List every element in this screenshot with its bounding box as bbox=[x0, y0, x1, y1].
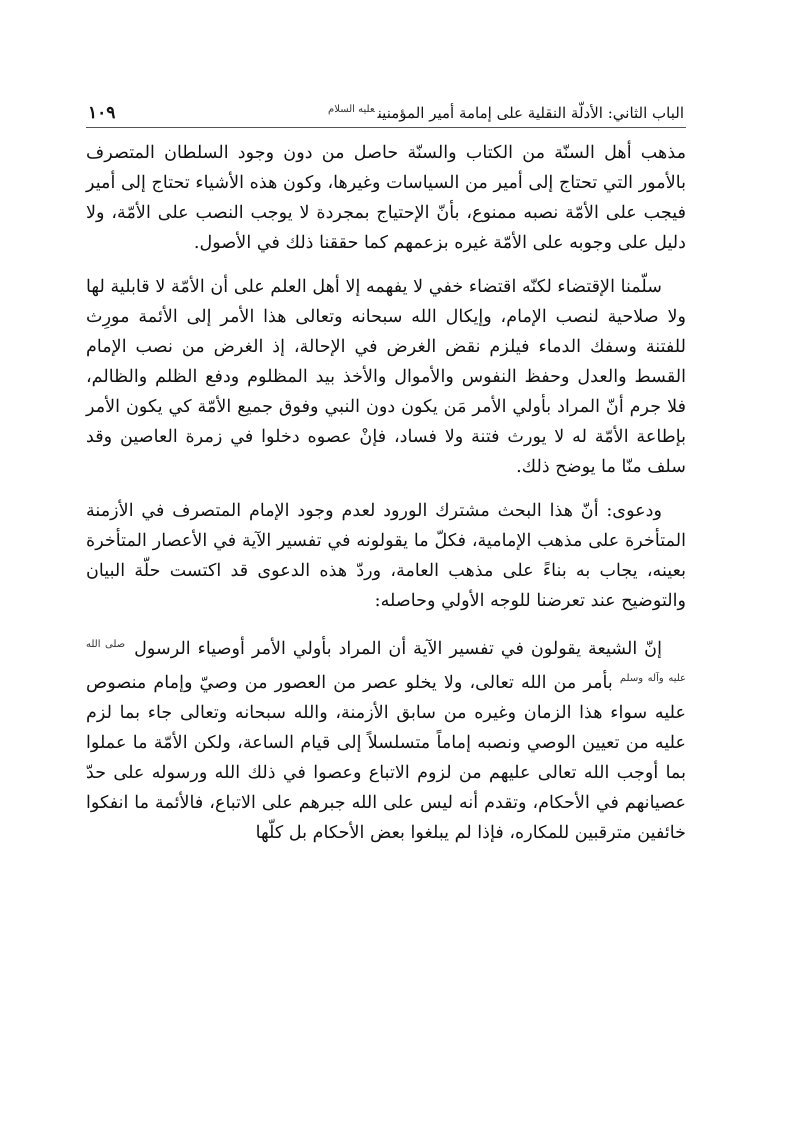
paragraph-2: سلّمنا الإقتضاء لكنّه اقتضاء خفي لا يفهمه إلا أهل العلم على أن الأمّة لا قابلية لها ولا صلاحية لنصب الإمام، وإيكال الله سبحانه وتعالى هذا الأمر إلى الأئمة مورِث للفتنة وسفك الدماء فيلزم نقض الغرض في الإحالة، إذ الغرض من نصب الإمام القسط والعدل وحفظ النفوس والأموال والأخذ بيد المظلوم ودفع الظلم والظالم، فلا جرم أنّ المراد بأولي الأمر مَن يكون دون النبي وفوق جميع الأمّة كي يكون الأمر بإطاعة الأمّة له لا يورث فتنة ولا فساد، فإنْ عصوه دخلوا في زمرة العاصين وقد سلف منّا ما يوضح ذلك. bbox=[86, 277, 686, 477]
paragraph-4 bbox=[86, 630, 686, 848]
prophet-honorific-icon: صلى الله عليه وآله وسلم bbox=[86, 639, 687, 684]
chapter-title bbox=[328, 100, 684, 123]
body-text bbox=[86, 138, 686, 848]
paragraph-3: ودعوى: أنّ هذا البحث مشترك الورود لعدم وجود الإمام المتصرف في الأزمنة المتأخرة على مذهب الإمامية، فكلّ ما يقولونه في تفسير الآية في الأعصار المتأخرة بعينه، يجاب به بناءً على مذهب العامة، وردّ هذه الدعوى قد اكتست حلّة البيان والتوضيح عند تعرضنا للوجه الأولي وحاصله: bbox=[86, 501, 686, 611]
book-page bbox=[86, 92, 686, 1092]
paragraph-4-text-after: بأمر من الله تعالى، ولا يخلو عصر من العصور من وصيّ وإمام منصوص عليه سواء هذا الزمان وغيره من سابق الأزمنة، والله سبحانه وتعالى جاء بما لزم عليه من تعيين الوصي ونصبه إماماً متسلسلاً إلى قيام الساعة، ولكن الأمّة ما عملوا بما أوجب الله تعالى عليهم من لزوم الاتباع وعصوا في ذلك الله ورسوله على حدّ عصيانهم في الأحكام، وتقدم أنه ليس على الله جبرهم على الاتباع، فالأئمة ما انفكوا خائفين مترقبين للمكاره، فإذا لم يبلغوا بعض الأحكام بل كلّها bbox=[86, 672, 686, 843]
honorific-ligature-icon: عليه السلام bbox=[328, 104, 375, 115]
page-number: ١٠٩ bbox=[88, 103, 116, 123]
chapter-title-text: الباب الثاني: الأدلّة النقلية على إمامة أمير المؤمنين bbox=[377, 104, 684, 122]
paragraph-4-text-before: إنّ الشيعة يقولون في تفسير الآية أن المراد بأولي الأمر أوصياء الرسول bbox=[134, 638, 662, 659]
running-header bbox=[86, 92, 686, 128]
paragraph-1: مذهب أهل السنّة من الكتاب والسنّة حاصل من دون وجود السلطان المتصرف بالأمور التي تحتاج إلى أمير من السياسات وغيرها، وكون هذه الأشياء تحتاج إلى أمير فيجب على الأمّة نصبه ممنوع، بأنّ الإحتياج بمجردة لا يوجب النصب على الأمّة، ولا دليل على وجوبه على الأمّة غيره بزعمهم كما حققنا ذلك في الأصول. bbox=[86, 143, 686, 253]
